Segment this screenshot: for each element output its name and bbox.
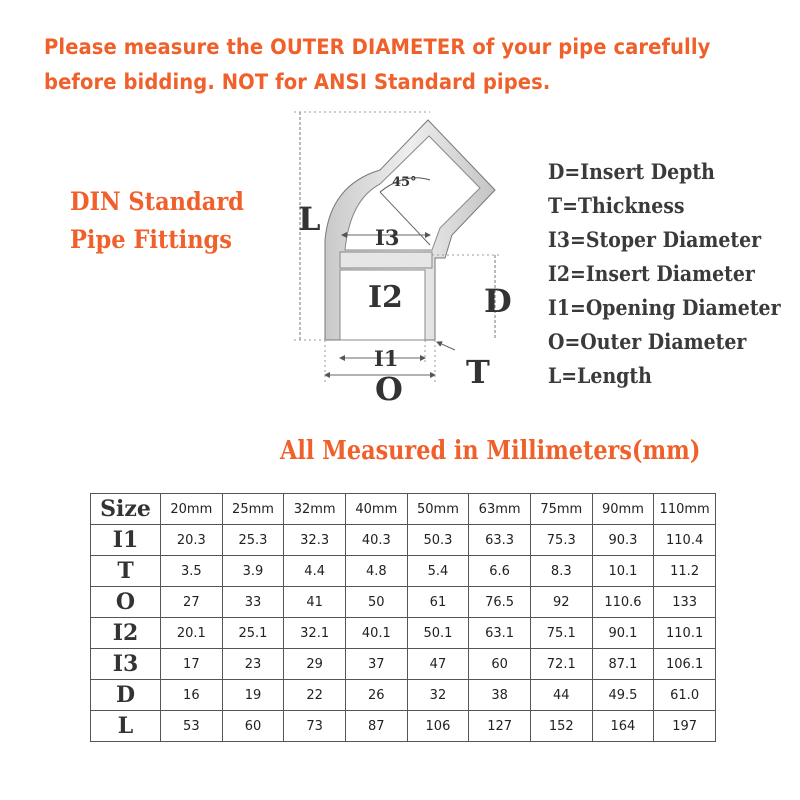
- table-cell: 26: [345, 680, 407, 711]
- table-cell: 47: [407, 649, 469, 680]
- elbow-fitting-diagram: [280, 100, 540, 410]
- table-row: [91, 649, 716, 680]
- row-label: I1: [91, 525, 161, 556]
- table-cell: 40.1: [345, 618, 407, 649]
- table-cell: 197: [654, 711, 716, 742]
- table-row: [91, 618, 716, 649]
- din-title-line-2: Pipe Fittings: [70, 225, 232, 254]
- label-I3: I3: [375, 225, 400, 250]
- table-cell: 44: [530, 680, 592, 711]
- table-cell: 37: [345, 649, 407, 680]
- label-L: L: [298, 200, 321, 238]
- table-header-row: [91, 494, 716, 525]
- row-label: D: [91, 680, 161, 711]
- table-cell: 49.5: [592, 680, 654, 711]
- table-header: [91, 494, 716, 525]
- table-cell: 73: [284, 711, 346, 742]
- size-column-header: 32mm: [284, 494, 346, 525]
- label-I2: I2: [368, 280, 403, 315]
- table-row: [91, 711, 716, 742]
- table-cell: 72.1: [530, 649, 592, 680]
- din-title-line-1: DIN Standard: [70, 187, 244, 216]
- table-cell: 23: [222, 649, 284, 680]
- table-cell: 152: [530, 711, 592, 742]
- legend-item: L=Length: [548, 363, 652, 388]
- dim-line-T: [437, 342, 455, 350]
- table-cell: 90.1: [592, 618, 654, 649]
- size-column-header: 75mm: [530, 494, 592, 525]
- measure-notice: Please measure the OUTER DIAMETER of your pipe carefully before bidding. NOT for ANSI Standard pipes.: [44, 35, 711, 94]
- table-cell: 41: [284, 587, 346, 618]
- table-cell: 106.1: [654, 649, 716, 680]
- legend-item: I1=Opening Diameter: [548, 295, 781, 320]
- table-cell: 8.3: [530, 556, 592, 587]
- label-D: D: [484, 282, 512, 320]
- label-T: T: [466, 353, 490, 391]
- label-angle: 45°: [392, 175, 417, 190]
- din-standard-title: [70, 183, 286, 259]
- table-body: [91, 525, 716, 742]
- table-cell: 53: [161, 711, 223, 742]
- table-cell: 32: [407, 680, 469, 711]
- legend-item: O=Outer Diameter: [548, 329, 747, 354]
- table-cell: 17: [161, 649, 223, 680]
- table-cell: 76.5: [469, 587, 531, 618]
- table-cell: 25.3: [222, 525, 284, 556]
- table-cell: 4.8: [345, 556, 407, 587]
- measured-title: All Measured in Millimeters(mm): [280, 436, 701, 466]
- table-cell: 63.1: [469, 618, 531, 649]
- table-cell: 106: [407, 711, 469, 742]
- legend-item: D=Insert Depth: [548, 159, 715, 184]
- table-cell: 110.1: [654, 618, 716, 649]
- table-cell: 40.3: [345, 525, 407, 556]
- row-label: T: [91, 556, 161, 587]
- table-row: [91, 525, 716, 556]
- table-cell: 20.3: [161, 525, 223, 556]
- legend-item: T=Thickness: [548, 193, 685, 218]
- table-cell: 50: [345, 587, 407, 618]
- table-cell: 133: [654, 587, 716, 618]
- table-row: [91, 680, 716, 711]
- table-cell: 50.1: [407, 618, 469, 649]
- table-cell: 61.0: [654, 680, 716, 711]
- table-cell: 20.1: [161, 618, 223, 649]
- table-cell: 33: [222, 587, 284, 618]
- size-column-header: 20mm: [161, 494, 223, 525]
- table-cell: 61: [407, 587, 469, 618]
- table-cell: 3.9: [222, 556, 284, 587]
- size-header: Size: [91, 494, 161, 525]
- table-cell: 22: [284, 680, 346, 711]
- table-cell: 110.6: [592, 587, 654, 618]
- table-cell: 164: [592, 711, 654, 742]
- table-cell: 19: [222, 680, 284, 711]
- table-cell: 127: [469, 711, 531, 742]
- table-cell: 63.3: [469, 525, 531, 556]
- table-cell: 75.3: [530, 525, 592, 556]
- table-cell: 38: [469, 680, 531, 711]
- table-cell: 27: [161, 587, 223, 618]
- table-cell: 29: [284, 649, 346, 680]
- table-cell: 25.1: [222, 618, 284, 649]
- legend-list: [548, 156, 800, 394]
- size-column-header: 50mm: [407, 494, 469, 525]
- table-cell: 87: [345, 711, 407, 742]
- table-cell: 50.3: [407, 525, 469, 556]
- table-cell: 92: [530, 587, 592, 618]
- row-label: I3: [91, 649, 161, 680]
- table-cell: 90.3: [592, 525, 654, 556]
- table-cell: 3.5: [161, 556, 223, 587]
- legend-item: I3=Stoper Diameter: [548, 227, 762, 252]
- table-cell: 60: [222, 711, 284, 742]
- label-O: O: [375, 370, 403, 408]
- legend-item: I2=Insert Diameter: [548, 261, 755, 286]
- table-cell: 11.2: [654, 556, 716, 587]
- table-cell: 6.6: [469, 556, 531, 587]
- table-cell: 5.4: [407, 556, 469, 587]
- table-row: [91, 587, 716, 618]
- table-cell: 16: [161, 680, 223, 711]
- table-cell: 4.4: [284, 556, 346, 587]
- table-cell: 32.3: [284, 525, 346, 556]
- dimension-table: [90, 493, 716, 742]
- table-cell: 32.1: [284, 618, 346, 649]
- row-label: I2: [91, 618, 161, 649]
- table-cell: 75.1: [530, 618, 592, 649]
- row-label: O: [91, 587, 161, 618]
- label-I1: I1: [374, 346, 399, 371]
- table-cell: 110.4: [654, 525, 716, 556]
- table-row: [91, 556, 716, 587]
- size-column-header: 110mm: [654, 494, 716, 525]
- size-column-header: 90mm: [592, 494, 654, 525]
- elbow-body: [325, 120, 495, 340]
- size-column-header: 63mm: [469, 494, 531, 525]
- row-label: L: [91, 711, 161, 742]
- size-column-header: 40mm: [345, 494, 407, 525]
- table-cell: 10.1: [592, 556, 654, 587]
- table-cell: 60: [469, 649, 531, 680]
- size-column-header: 25mm: [222, 494, 284, 525]
- table-cell: 87.1: [592, 649, 654, 680]
